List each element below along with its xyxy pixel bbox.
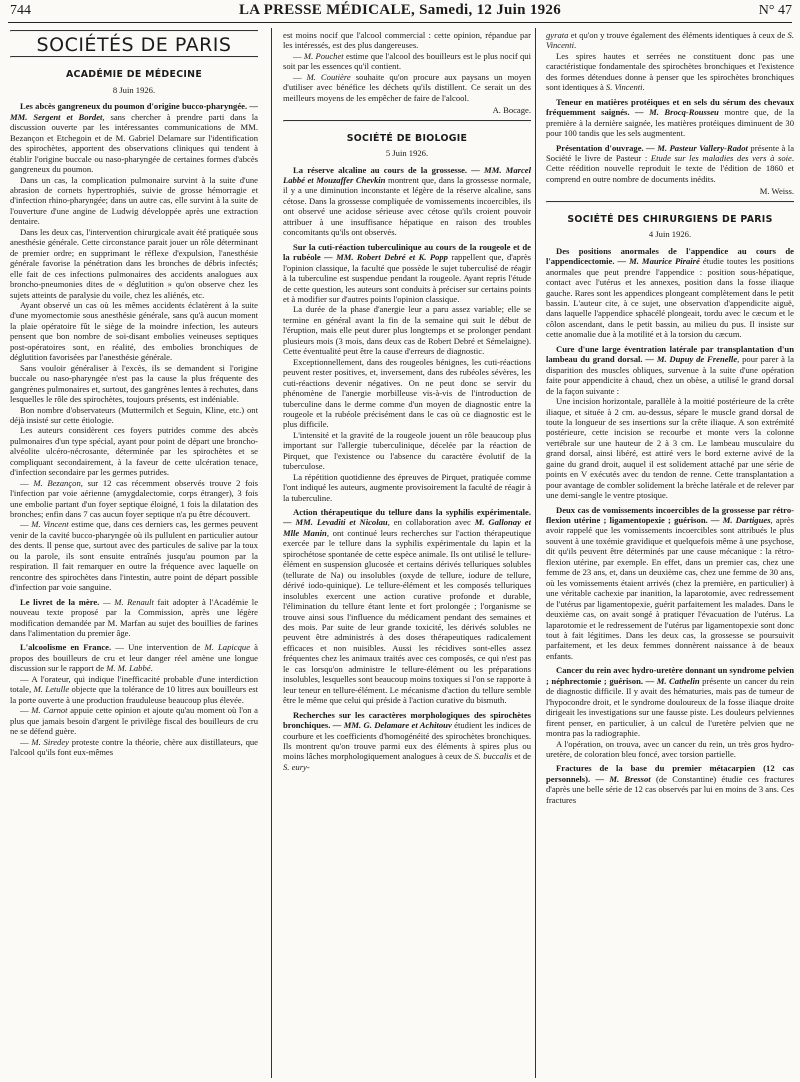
article-paragraph: Deux cas de vomissements incoercibles de la grossesse par rétro-flexion utérine ; ligamentopexie ; guérison. — M. Dartigues, après avoir rappelé que les vomissements incoercibles sont attribués le plus souvent à une toxémie gravidique et quelquefois même à une psychose, dit qu'ils peuvent être déterminés par une cause mécanique : la rétro-flexion utérine, par exemple. En effet, dans un premier cas, chez une femme de 23 ans, et, dans un deuxième cas, chez une femme de 30 ans, où les vomissements étaient arrivés (chez la première, en particulier) à une véritable cachexie par inanition, la laparotomie, avec redressement de l'utérus par ligamentopexie, guérit parfaitement les malades. Dans le deuxième cas, on avait songé à pratiquer l'évacuation de l'utérus. La laparotomie et le redressement de l'utérus par ligamentopexie sont donc tout à fait légitimes. Dans les deux cas, la grossesse se poursuivit parfaitement, et les deux femmes donnèrent naissance à de beaux enfants. (546, 504, 794, 661)
column-3 (546, 30, 794, 1078)
article-paragraph: — M. Pouchet estime que l'alcool des bouilleurs est le plus nocif qui soit par les essences qu'il contient. (283, 50, 531, 72)
column-separator (535, 28, 536, 1078)
article-paragraph: Bon nombre d'observateurs (Muttermilch et Seguin, Kline, etc.) ont déjà insisté sur cette étiologie. (10, 404, 258, 425)
article-paragraph: Dans les deux cas, l'intervention chirurgicale avait été pratiquée sous anesthésie générale. Cette circonstance parait jouer un rôle déterminant de premier ordre; en supprimant le réflexe d'expulsion, l'anesthésie générale favorise la pénétration dans les bronches de débris infectés; elle fait de ces infections pulmonaires des accidents analogues aux broncho-pneumonies dites de « déglutition » qu'on observe chez les sujets atteints de paralysie du voile, chez les aliénés, etc. (10, 226, 258, 300)
article-paragraph: — M. Coutière souhaite qu'on procure aux paysans un moyen d'utiliser avec bénéfice les déchets qu'ils distillent. Ce serait un des meilleurs moyens de les empêcher de faire de l'alcool. (283, 71, 531, 103)
article-paragraph: Recherches sur les caractères morphologiques des spirochètes bronchiques. — MM. G. Delamare et Achitouv étudient les indices de courbure et les coefficients d'homogénéité des spirochètes bronchiques. Ils montrent qu'on trouve parmi eux des éléments à spires plus ou moins lâches morphologiquement analogues à ceux de S. buccalis et de S. eury- (283, 709, 531, 772)
title-rule-top (10, 30, 258, 32)
section-rule (546, 201, 794, 203)
signature: A. Bocage. (492, 105, 531, 116)
section-title-biologie: SOCIÉTÉ DE BIOLOGIE (346, 132, 468, 144)
article-paragraph: Présentation d'ouvrage. — M. Pasteur Vallery-Radot présente à la Société le livre de Pasteur : Etude sur les maladies des vers à soie. Cette réédition nouvelle reproduit le texte de l'édition de 1860 et comprend en outre nombre de documents inédits. (546, 142, 794, 184)
section-title-academie: ACADÉMIE DE MÉDECINE (65, 69, 203, 81)
article-paragraph: — M. Vincent estime que, dans ces derniers cas, les germes peuvent venir de la cavité bucco-pharyngée où ils pullulent en particulier autour des dents. Il pense que, surtout avec des particules de salive par la toux ou la parole, ils sont ensuite entraînés jusqu'au poumon par la respiration. Il fait remarquer en outre la fréquence avec laquelle on rencontre des spirochètes dans l'intestin, autre point de départ possible d'infection par voie sanguine. (10, 519, 258, 593)
title-rule-bottom (10, 56, 258, 58)
section-title-chirurgiens: SOCIÉTÉ DES CHIRURGIENS DE PARIS (567, 213, 773, 225)
article-paragraph: Action thérapeutique du tellure dans la syphilis expérimentale. — MM. Levaditi et Nicolau, en collaboration avec M. Gallonay et Mlle Manin, ont continué leurs recherches sur l'action thérapeutique exercée par le tellure dans la syphilis expérimentale du lapin et la spirochétose spontanée de cette espèce animale. Ils ont utilisé le tellure-élément en suspension glucosée et certains dérivés telluriques solubles (tellurate de Na) ou insolubles (oxyde de tellure, iodure de tellure, dérivé iodo-quinique). Le tellure-élément et les composés telluriques insolubles exercent une action curative profonde et durable, l'élimination du tellure étant lente et fort prolongée ; l'organisme se trouve ainsi sous l'influence du médicament pendant des semaines et des mois. Par suite de leur grande toxicité, les dérivés solubles ne peuvent être administrés à des doses thérapeutiques radicalement efficaces et non nuisibles. Aussi les récidives sont-elles assez fréquentes chez les animaux traités avec ces composés, ce qui n'est pas le cas lorsqu'on administre le tellure-élément ou les préparations insolubles, lesquelles sont beaucoup moins toxiques si l'on se rapporte à leur teneur en tellure-élément. Le mécanisme d'action du tellure semble être le même que celui qui préside à l'action curative du bismuth. (283, 507, 531, 706)
article-paragraph: Les auteurs considèrent ces foyers putrides comme des abcès pulmonaires d'un type spécial, ayant pour point de départ une broncho-alvéolite ulcéro-nécrosante, déterminée par les spirochètes et se compliquant secondairement, à la faveur de cette ulcération tenace, d'infection secondaire par les germes putrides. (10, 425, 258, 478)
article-paragraph: La répétition quotidienne des épreuves de Pirquet, pratiquée comme l'ont indiqué les auteurs, augmente provisoirement la faculté de réagir à la tuberculine. (283, 471, 531, 503)
article-paragraph: Ayant observé un cas où les mêmes accidents éclatèrent à la suite d'une myomectomie sous anesthésie générale, sans qu'à aucun moment la plaie opératoire fût le siège de la moindre infection, les auteurs pensent que bon nombre de soi-disant embolies veineuses septiques post-opératoires sont, en réalité, des embolies bronchiques de déglutition favorisées par l'anesthésie générale. (10, 299, 258, 363)
page-header (0, 0, 800, 22)
main-title: SOCIÉTÉS DE PARIS (36, 34, 232, 56)
article-paragraph: Les spires hautes et serrées ne constituent donc pas une caractéristique fondamentale des spirochètes bronchiques et l'existence des formes détendues donne à penser que les spirochètes bronchiques sont identiques à S. Vincenti. (546, 50, 794, 93)
article-paragraph: Cancer du rein avec hydro-uretère donnant un syndrome pelvien ; néphrectomie ; guérison. — M. Cathelin présente un cancer du rein de diagnostic difficile. Il y avait des hématuries, mais pas de tumeur de l'hypocondre droit, et le syndrome douloureux de la fosse iliaque droite dirigeait les investigations sur une fausse piste. Les douleurs pelviennes firent penser, en particulier, à un calcul de l'uretère pelvien que ne montra pas la radiographie. (546, 665, 794, 739)
article-paragraph: La réserve alcaline au cours de la grossesse. — MM. Marcel Labbé et Mouzaffer Chevkin montrent que, dans la grossesse normale, il y a une diminution inconstante et légère de la réserve alcaline, sans cétose. Dans la grossesse compliquée de vomissements incoercibles, ils ont observé une acidose sérieuse avec cétose qu'ils croient pouvoir attribuer à une insuffisance hépatique en raison des troubles concomitants qu'ils ont observés. (283, 164, 531, 238)
article-paragraph: Les abcès gangreneux du poumon d'origine bucco-pharyngée. — MM. Sergent et Bordet, sans chercher à prendre parti dans la discussion ouverte par les intéressantes communications de MM. Bezançon et Etchegoin et de M. Gabriel Delamare sur l'identification des spirochètes, apportent des observations cliniques qui tendent à établir l'origine buccale ou naso-pharyngée de certaines formes d'abcès gangreneux du poumon. (10, 101, 258, 175)
column-separator (271, 28, 272, 1078)
article-paragraph: Le livret de la mère. — M. Renault fait adopter à l'Académie le nouveau texte proposé par la Commission, après une légère modification demandée par M. Marfan au sujet des bouillies de farines dans l'alimentation du premier âge. (10, 596, 258, 639)
article-paragraph: — M. Bezançon, sur 12 cas récemment observés trouve 2 fois l'infection par voie aérienne (amygdalectomie, corps étranger), 3 fois une embolie partant d'un foyer septique éloigné, 1 fois la dilatation des bronches; enfin dans 7 cas aucun foyer septique n'a pu être découvert. (10, 477, 258, 520)
section-date: 4 Juin 1926. (648, 229, 692, 240)
article-paragraph: La durée de la phase d'anergie leur a paru assez variable; elle se termine en général avant la fin de la semaine qui suit le début de l'éruption, mais elle peut durer plus longtemps et se prolonger pendant plusieurs mois (3 mois, dans deux cas de Robert Debré et Sémelaigne). Cette éventualité peut être la cause d'erreurs de diagnostic. (283, 304, 531, 357)
article-paragraph: — M. Carnot appuie cette opinion et ajoute qu'au moment où l'on a plus que jamais besoin d'argent le privilège fiscal des bouilleurs de cru ne se défend guère. (10, 705, 258, 737)
article-paragraph: Sans vouloir généraliser à l'excès, ils se demandent si l'origine buccale ou naso-pharyngée n'est pas la cause la plus fréquente des gangrènes pulmonaires et, surtout, des gangrènes lentes à rechutes, dans lesquelles le rôle des spirochètes, toujours présents, est indéniable. (10, 362, 258, 405)
article-paragraph: Des positions anormales de l'appendice au cours de l'appendicectomie. — M. Maurice Pirairé étudie toutes les positions anormales que peut prendre l'appendice : position sous-hépatique, contact avec l'utérus et les annexes, position dans la fosse iliaque gauche. Rares sont les appendices plongeant complètement dans le petit bassin. L'auteur cite, à ce sujet, une observation d'appendicite aiguë, dans laquelle l'appendice sphacélé plongeait, tordu avec le cæcum et le côlon ascendant, dans le petit bassin, au milieu du pus. Il insiste sur cette anomalie due à la motilité et à la torsion du cæcum. (546, 245, 794, 340)
article-paragraph: Teneur en matières protéiques et en sels du sérum des chevaux fréquemment saignés. — M. Brocq-Rousseu montre que, de la première à la dernière saignée, les matières protéiques diminuent de 30 pour 100 tandis que les sels augmentent. (546, 96, 794, 139)
journal-title: LA PRESSE MÉDICALE, Samedi, 12 Juin 1926 (238, 2, 562, 18)
article-paragraph: A l'opération, on trouva, avec un cancer du rein, un très gros hydro-uretère, de coloration bleu foncé, avec torsion partielle. (546, 738, 794, 759)
column-2 (283, 30, 531, 1078)
page-number: 744 (10, 3, 31, 18)
header-rule (8, 22, 792, 23)
article-paragraph: Cure d'une large éventration latérale par transplantation d'un lambeau du grand dorsal. — M. Dupuy de Frenelle, pour parer à la disparition des muscles obliques, survenue à la suite d'une opération faite pour appendicite à chaud, chez un obèse, a utilisé le grand dorsal de la façon suivante : (546, 343, 794, 396)
article-paragraph: L'intensité et la gravité de la rougeole jouent un rôle beaucoup plus important sur l'allergie tuberculinique, décelée par la réaction de Pirquet, que l'existence ou l'absence du caractère évolutif de la tuberculose. (283, 429, 531, 472)
column-1 (10, 30, 258, 1078)
article-paragraph: Sur la cuti-réaction tuberculinique au cours de la rougeole et de la rubéole — MM. Robert Debré et K. Popp rappellent que, d'après l'opinion classique, la faculté que possède le sujet tuberculisé de réagir à la tuberculine est suspendue pendant la rougeole. Ayant repris l'étude de cette question, les auteurs sont conduits à préciser sur certains points et à modifier sur d'autres points l'opinion classique. (283, 241, 531, 304)
article-paragraph: Fractures de la base du premier métacarpien (12 cas personnels). — M. Bressot (de Constantine) étudie ces fractures d'après une belle série de 12 cas observés par lui en moins de 3 ans. Ces fractures (546, 763, 794, 805)
article-paragraph: L'alcoolisme en France. — Une intervention de M. Lapicque à propos des bouilleurs de cru et leur danger réel amène une longue discussion sur le rapport de M. M. Labbé. (10, 642, 258, 674)
signature: M. Weiss. (759, 186, 794, 197)
article-paragraph: — A l'orateur, qui indique l'inefficacité probable d'une interdiction totale, M. Letulle objecte que la tolérance de 10 litres aux bouilleurs est la porte ouverte à une production frauduleuse beaucoup plus élevée. (10, 673, 258, 705)
article-paragraph: est moins nocif que l'alcool commercial : cette opinion, répandue par les intéressés, est des plus dangereuses. (283, 30, 531, 51)
article-paragraph: — M. Siredey proteste contre la théorie, chère aux distillateurs, que l'alcool qu'ils font eux-mêmes (10, 736, 258, 757)
article-paragraph: Exceptionnellement, dans des rougeoles bénignes, les cuti-réactions peuvent rester positives, et, inversement, dans des rubéoles sévères, les cuti-réactions devenir négatives. On ne peut donc se servir du phénomène de l'anergie morbilleuse vis-à-vis de l'introduction de tuberculine dans le derme comme d'un moyen de diagnostic entre la rougeole et la rubéole précisément dans le cas où ce diagnostic est le plus difficile. (283, 356, 531, 430)
article-paragraph: Une incision horizontale, parallèle à la moitié postérieure de la crête iliaque, et située à 2 cm. au-dessus, sépare le muscle grand dorsal de toute la longueur de ses insertions sur la crête iliaque. A son extrémité postérieure, cette incision se recourbe et monte vers la colonne vertébrale sur une hauteur de 2 à 3 cm. Le lambeau musculaire du grand dorsal, ainsi libéré, est attiré vers le bord externe avivé de la gaine du grand droit, auquel il est solidement attaché par une série de points en V exécutés avec du tendon de renne. Cette transplantation a pour avantage de combler solidement la brèche latérale et de relever par une demi-sangle le ventre ptosique. (546, 396, 794, 501)
issue-number: N° 47 (758, 3, 792, 18)
section-date: 8 Juin 1926. (112, 84, 156, 95)
article-paragraph: gyrata et qu'on y trouve également des éléments identiques à ceux de S. Vincenti. (546, 30, 794, 51)
section-rule (283, 120, 531, 122)
section-date: 5 Juin 1926. (385, 148, 429, 159)
article-paragraph: Dans un cas, la complication pulmonaire survint à la suite d'une abrasion de cornets hypertrophiés, suivie de grosse hémorragie et d'infection rhino-pharyngée; dans un autre cas, elle survint à la suite de l'ouverture d'une angine de Ludwig développée après une extraction dentaire. (10, 174, 258, 227)
